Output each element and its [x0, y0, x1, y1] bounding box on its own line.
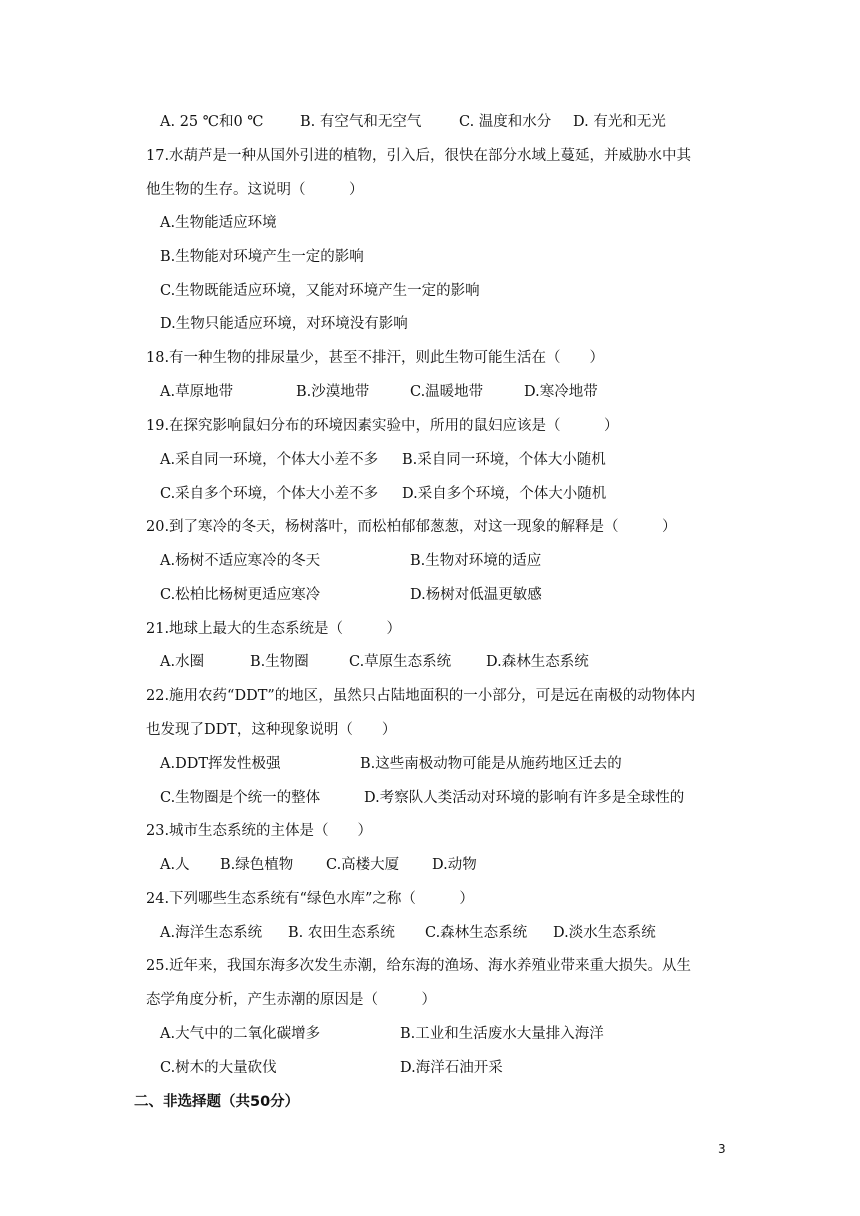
- q19-stem: 19.在探究影响鼠妇分布的环境因素实验中，所用的鼠妇应该是（ ）: [146, 418, 619, 434]
- q25-stem-line1: 25.近年来，我国东海多次发生赤潮，给东海的渔场、海水养殖业带来重大损失。从生: [146, 958, 692, 974]
- section-title: 二、非选择题（共50分）: [134, 1094, 300, 1110]
- q21-option-a: A.水圈: [160, 654, 205, 670]
- q18-option-b: B.沙漠地带: [296, 384, 370, 400]
- q18-option-a: A.草原地带: [160, 384, 234, 400]
- q24-option-b: B. 农田生态系统: [288, 925, 395, 941]
- q22-option-b: B.这些南极动物可能是从施药地区迁去的: [360, 756, 622, 772]
- q21-option-d: D.森林生态系统: [486, 654, 589, 670]
- q25-option-d: D.海洋石油开采: [400, 1060, 503, 1076]
- q23-stem: 23.城市生态系统的主体是（ ）: [146, 823, 373, 839]
- q20-option-b: B.生物对环境的适应: [410, 553, 542, 569]
- q17-option-a: A.生物能适应环境: [160, 215, 277, 231]
- q17-option-c: C.生物既能适应环境，又能对环境产生一定的影响: [160, 283, 480, 299]
- q24-option-a: A.海洋生态系统: [160, 925, 263, 941]
- q20-option-a: A.杨树不适应寒冷的冬天: [160, 553, 321, 569]
- q25-option-a: A.大气中的二氧化碳增多: [160, 1026, 321, 1042]
- q22-stem-line2: 也发现了DDT，这种现象说明（ ）: [146, 722, 397, 738]
- q21-stem: 21.地球上最大的生态系统是（ ）: [146, 621, 402, 637]
- q19-option-d: D.采自多个环境，个体大小随机: [402, 486, 607, 502]
- q20-stem: 20.到了寒冷的冬天，杨树落叶，而松柏郁郁葱葱，对这一现象的解释是（ ）: [146, 519, 677, 535]
- q21-option-b: B.生物圈: [250, 654, 309, 670]
- q16-option-d: D. 有光和无光: [573, 114, 666, 130]
- q17-option-b: B.生物能对环境产生一定的影响: [160, 249, 364, 265]
- q23-option-c: C.高楼大厦: [326, 857, 400, 873]
- q17-option-d: D.生物只能适应环境，对环境没有影响: [160, 316, 408, 332]
- q19-option-c: C.采自多个环境，个体大小差不多: [160, 486, 379, 502]
- q22-option-c: C.生物圈是个统一的整体: [160, 790, 321, 806]
- q20-option-c: C.松柏比杨树更适应寒冷: [160, 587, 321, 603]
- q24-stem: 24.下列哪些生态系统有“绿色水库”之称（ ）: [146, 891, 474, 907]
- q24-option-d: D.淡水生态系统: [553, 925, 656, 941]
- q18-stem: 18.有一种生物的排尿量少，甚至不排汗，则此生物可能生活在（ ）: [146, 350, 605, 366]
- q21-option-c: C.草原生态系统: [349, 654, 452, 670]
- q22-option-a: A.DDT挥发性极强: [160, 756, 281, 772]
- q23-option-d: D.动物: [432, 857, 477, 873]
- q22-option-d: D.考察队人类活动对环境的影响有许多是全球性的: [364, 790, 685, 806]
- q19-option-a: A.采自同一环境，个体大小差不多: [160, 452, 379, 468]
- q16-option-a: A. 25 ℃和0 ℃: [160, 114, 264, 130]
- q23-option-b: B.绿色植物: [220, 857, 294, 873]
- q25-option-b: B.工业和生活废水大量排入海洋: [400, 1026, 604, 1042]
- q19-option-b: B.采自同一环境，个体大小随机: [402, 452, 606, 468]
- q24-option-c: C.森林生态系统: [425, 925, 528, 941]
- q20-option-d: D.杨树对低温更敏感: [410, 587, 542, 603]
- q25-stem-line2: 态学角度分析，产生赤潮的原因是（ ）: [146, 992, 436, 1008]
- q25-option-c: C.树木的大量砍伐: [160, 1060, 277, 1076]
- q18-option-c: C.温暖地带: [410, 384, 484, 400]
- q16-option-c: C. 温度和水分: [459, 114, 552, 130]
- q16-option-b: B. 有空气和无空气: [300, 114, 422, 130]
- q17-stem-line1: 17.水葫芦是一种从国外引进的植物，引入后，很快在部分水域上蔓延，并威胁水中其: [146, 148, 692, 164]
- q18-option-d: D.寒冷地带: [524, 384, 598, 400]
- q22-stem-line1: 22.施用农药“DDT”的地区，虽然只占陆地面积的一小部分，可是远在南极的动物体内: [146, 688, 696, 704]
- q23-option-a: A.人: [160, 857, 190, 873]
- page-number: 3: [718, 1142, 726, 1156]
- q17-stem-line2: 他生物的生存。这说明（ ）: [146, 182, 364, 198]
